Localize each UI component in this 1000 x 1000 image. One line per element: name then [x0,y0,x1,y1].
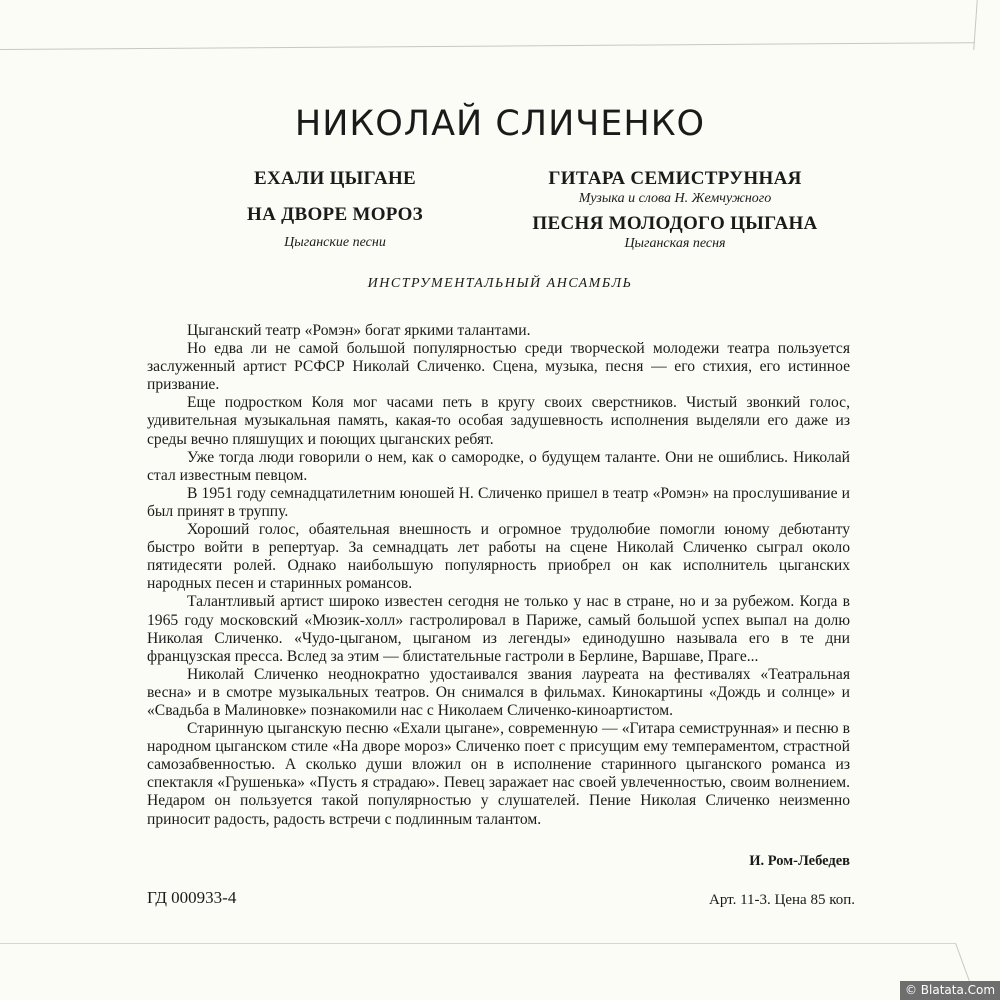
song-title: ЕХАЛИ ЦЫГАНЕ [253,168,417,189]
fold-line-right [973,0,977,50]
paragraph: Старинную цыганскую песню «Ехали цыгане», современную — «Гитара семиструнная» и песню в народном цыганском стиле «На дворе мороз» Сличенко поет с присущим ему темпераментом, страстной самозабвенностью. А сколько души вложил он в исполнение старинного цыганского романса из спектакля «Грушенька» «Пусть я страдаю». Певец заражает нас своей увлеченностью, своим волнением. Недаром он пользуется такой популярностью у слушателей. Пение Николая Сличенко неизменно приносит радость, радость встречи с подлинным талантом. [147,720,850,828]
paragraph: Николай Сличенко неоднократно удостаивался звания лауреата на фестивалях «Театральная весна» и в смотре музыкальных театров. Он снимался в фильмах. Кинокартины «Дождь и солнце» и «Свадьба в Малиновке» познакомили нас с Николаем Сличенко-киноартистом. [147,665,850,719]
ensemble-credit: ИНСТРУМЕНТАЛЬНЫЙ АНСАМБЛЬ [367,276,633,291]
song-list-right [505,168,845,253]
author-signature: И. Ром-Лебедев [749,853,850,869]
paragraph: Но едва ли не самой большой популярностью среди творческой молодежи театра пользуется заслуженный артист РСФСР Николай Сличенко. Сцена, музыка, песня — его стихия, его истинное призвание. [147,340,850,394]
fold-line-bottom [0,943,955,944]
artist-title: НИКОЛАЙ СЛИЧЕНКО [294,104,706,144]
paragraph: Талантливый артист широко известен сегодня не только у нас в стране, но и за рубежом. Когда в 1965 году московский «Мюзик-холл» гастролировал в Париже, самый большой успех выпал на долю Николая Сличенко. «Чудо-цыганом, цыганом из легенды» единодушно называла его в те дни французская пресса. Вслед за этим — блистательные гастроли в Берлине, Варшаве, Праге... [147,593,850,665]
paragraph: Уже тогда люди говорили о нем, как о самородке, о будущем таланте. Они не ошиблись. Николай стал известным певцом. [147,448,850,484]
song-title: ПЕСНЯ МОЛОДОГО ЦЫГАНА [532,213,818,234]
paragraph: Хороший голос, обаятельная внешность и огромное трудолюбие помогли юному дебютанту быстро войти в репертуар. За семнадцать лет работы на сцене Николай Сличенко сыграл около пятидесяти ролей. Однако наибольшую популярность приобрел он как исполнитель цыганских народных песен и старинных романсов. [147,521,850,593]
liner-notes [147,322,850,829]
song-list-left [210,168,460,252]
paragraph: Цыганский театр «Ромэн» богат яркими талантами. [187,322,531,339]
song-subtitle: Цыганская песня [624,236,726,251]
paragraph: Еще подростком Коля мог часами петь в кругу своих сверстников. Чистый звонкий голос, удивительная музыкальная память, какая-то особая задушевность исполнения выделяли его даже из среды вечно пляшущих и поющих цыганских ребят. [147,394,850,448]
song-subtitle: Цыганские песни [284,235,386,250]
price-label: Арт. 11-3. Цена 85 коп. [709,892,855,908]
watermark: © Blatata.Com [900,981,1000,1000]
song-title: ГИТАРА СЕМИСТРУННАЯ [548,168,802,189]
paragraph: В 1951 году семнадцатилетним юношей Н. Сличенко пришел в театр «Ромэн» на прослушивание и был принят в труппу. [147,484,850,520]
song-title: НА ДВОРЕ МОРОЗ [246,204,424,225]
song-credit: Музыка и слова Н. Жемчужного [578,191,772,206]
catalog-number: ГД 000933-4 [147,888,237,907]
fold-line-top [0,42,975,50]
